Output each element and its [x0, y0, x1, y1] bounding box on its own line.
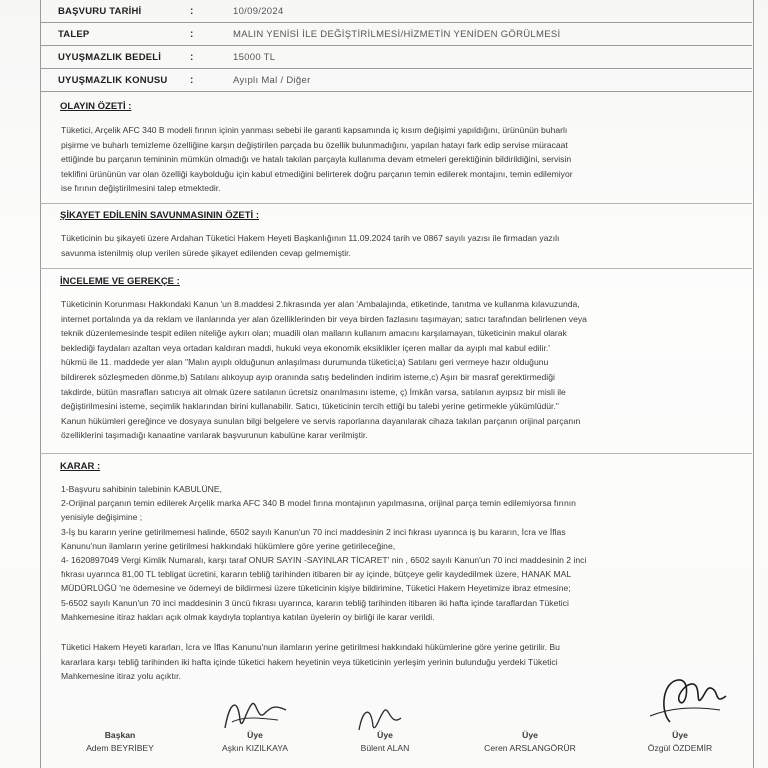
summary-paragraph [61, 123, 725, 196]
header-label: TALEP [58, 28, 90, 40]
paragraph-line: takdirde, bütün masrafları satıcıya ait olmak üzere satılanın ücretsiz onarılmasını isteme, ç) İmkân varsa, satılanın ayıpsız bir misli ile [61, 386, 566, 397]
header-row-amount [40, 46, 752, 69]
header-value: 10/09/2024 [233, 5, 284, 17]
signature-member-3 [465, 730, 595, 753]
signature-role: Üye [522, 730, 538, 740]
paragraph-line: beklediği faydaları azaltan veya ortadan kaldıran maddi, hukuki veya ekonomik eksiklikler içeren mallar da ayıplı mal kabul edilir.' [61, 342, 550, 353]
section-title-review: İNCELEME VE GEREKÇE : [60, 276, 180, 287]
closing-paragraph [61, 640, 725, 684]
paragraph-line: fıkrası uyarınca 81,00 TL tebligat ücretini, kararın tebliğ tarihinden itibaren bir ay içinde, bütçeye gelir kaydedilmek üzere, HANAK MAL [61, 569, 572, 580]
paragraph-line: özelliklerini taşımadığı kanaatine varılarak başvurunun kabulüne karar verilmiştir. [61, 430, 368, 441]
paragraph-line: 4- 1620897049 Vergi Kimlik Numaralı, karşı taraf ONUR SAYIN -SAYINLAR TİCARET' nin , 6502 sayılı Kanun'un 70 inci maddesinin 2 inci [61, 555, 587, 566]
paragraph-line: Tüketici Hakem Heyeti kararları, İcra ve İflas Kanunu'nun ilamların yerine getirilmesi hakkındaki hükümlerine göre yerine getirilir. Bu [61, 642, 560, 652]
paragraph-line: hükmü ile 11. maddede yer alan "Malın ayıplı olduğunun anlaşılması durumunda tüketici;a) Satılanı geri vermeye hazır olduğunu [61, 357, 549, 368]
header-row-date [40, 0, 752, 23]
signature-role: Üye [672, 730, 688, 740]
paragraph-line: MÜDÜRLÜĞÜ 'ne ödemesine ve ödemeyi de bildirmesi üzere tüketicinin kişiye bildirimine, Tüketici Hakem Heyetimize ibraz etmesine; [61, 583, 571, 594]
header-colon: : [190, 5, 194, 17]
header-label: UYUŞMAZLIK KONUSU [58, 74, 168, 86]
paragraph-line: Mahkemesine itiraz hakları açık olmak kaydıyla toplantıya katılan üyelerin oy birliği ile karar verildi. [61, 611, 435, 622]
signature-mark-ozgul [640, 672, 730, 727]
section-title-summary: OLAYIN ÖZETİ : [60, 101, 132, 112]
paragraph-line: ettiğinde bu parçanın temininin mümkün olmadığı ve hatalı takılan parçayla kullanıma devam etmeleri gerektiğinin bildirildiğini, servisin [61, 154, 572, 165]
paragraph-line: 3-İş bu kararın yerine getirilmemesi halinde, 6502 sayılı Kanun'un 70 inci maddesinin 2 inci fıkrası uyarınca iş bu kararın, İcra ve İflas [61, 526, 566, 537]
paragraph-line: savunma istenilmiş olup verilen sürede şikayet edilenden cevap gelmemiştir. [61, 247, 351, 258]
paragraph-line: bildirerek sözleşmeden dönme,b) Satılanı alıkoyup ayıp oranında satış bedelinden indirim isteme,c) Aşırı bir masraf gerektirmediği [61, 371, 555, 382]
paragraph-line: 1-Başvuru sahibinin talebinin KABULÜNE, [61, 484, 222, 494]
signature-role: Üye [247, 730, 263, 740]
paragraph-line: 5-6502 sayılı Kanun'un 70 inci maddesinin 3 üncü fıkrası uyarınca, kararın tebliğ tarihinden itibaren iki hafta içinde taraflardan Tüketici [61, 597, 569, 608]
signature-name: Ceren ARSLANGÖRÜR [484, 743, 576, 753]
paragraph-line: pişirme ve buharlı temizleme özelliğine karşın değiştirilen parçada bu özellik bulunmadığını, yapılan hatayı fark edip servise müracaat [61, 139, 568, 150]
section-divider [40, 268, 752, 269]
header-colon: : [190, 74, 194, 86]
review-paragraph [61, 297, 725, 443]
paragraph-line: Tüketici, Arçelik AFC 340 B modeli fırının içinin yanması sebebi ile garanti kapsamında iç kısım değişimi yapıldığını, ürününün buharlı [61, 125, 568, 135]
header-row-subject [40, 69, 752, 92]
header-colon: : [190, 51, 194, 63]
header-label: BAŞVURU TARİHİ [58, 5, 142, 17]
header-value: 15000 TL [233, 51, 276, 63]
section-divider [40, 203, 752, 204]
section-divider [40, 453, 752, 454]
paragraph-line: Tüketicinin Korunması Hakkındaki Kanun 'un 8.maddesi 2.fıkrasında yer alan 'Ambalajında, etiketinde, tanıtma ve kullanma kılavuzunda, [61, 299, 580, 309]
paragraph-line: yenisiyle değişimine ; [61, 512, 143, 523]
signature-mark-askin [220, 690, 290, 735]
signature-name: Özgül ÖZDEMİR [647, 743, 713, 753]
section-title-defense: ŞİKAYET EDİLENİN SAVUNMASININ ÖZETİ : [60, 210, 259, 221]
paragraph-line: değiştirilmesini isteme, seçimlik haklarından birini kullanabilir. Satıcı, tüketicinin tercih ettiği bu talebi yerine getirmekle yükümlüdür." [61, 401, 559, 412]
header-table [40, 0, 752, 92]
paragraph-line: kararlara karşı tebliğ tarihinden iki hafta içinde tüketici hakem heyetinin veya tüketicinin yerleşim yerinin bulunduğu yerdeki Tüketici [61, 656, 558, 667]
decision-paragraph [61, 482, 725, 624]
paragraph-line: teknik düzenlemesinde tespit edilen niteliğe aykırı olan; muadili olan malların kullanım amacını karşılamayan, tüketicinin makul olarak [61, 328, 567, 339]
signature-name: Bülent ALAN [360, 743, 410, 753]
header-label: UYUŞMAZLIK BEDELİ [58, 51, 162, 63]
signature-president [70, 730, 170, 753]
header-value: MALIN YENİSİ İLE DEĞİŞTİRİLMESİ/HİZMETİN YENİDEN GÖRÜLMESİ [233, 28, 561, 40]
header-colon: : [190, 28, 194, 40]
paragraph-line: Tüketicinin bu şikayeti üzere Ardahan Tüketici Hakem Heyeti Başkanlığının 11.09.2024 tarih ve 0867 sayılı yazısı ile firmadan yazılı [61, 233, 560, 243]
signature-role: Başkan [104, 730, 136, 740]
defense-paragraph [61, 231, 725, 260]
header-value: Ayıplı Mal / Diğer [233, 74, 311, 86]
signature-name: Adem BEYRİBEY [86, 743, 154, 753]
paragraph-line: internet portalında ya da reklam ve ilanlarında yer alan özelliklerinden bir veya birden fazlasını taşımayan; satıcı tarafından belirlenen veya [61, 313, 587, 324]
header-row-request [40, 23, 752, 46]
paragraph-line: teklifini ürününün var olan özelliği kaybolduğu için kabul etmediğini belirterek doğru parçanın temin edilerek montajını, temin edilemiyor [61, 168, 573, 179]
paragraph-line: Kanunu'nun ilamların yerine getirilmesi hakkındaki hükümlere göre yerine getirileceğine, [61, 540, 396, 551]
signature-member-1 [195, 730, 315, 753]
paragraph-line: Mahkemesine itiraz yolu açıktır. [61, 671, 181, 682]
paragraph-line: ise fırının değiştirilmesini talep etmektedir. [61, 183, 221, 194]
signature-name: Aşkın KIZILKAYA [221, 743, 289, 753]
signature-role: Üye [377, 730, 393, 740]
paragraph-line: Kanun hükümleri gereğince ve dosyaya sunulan bilgi belgelere ve servis raporlarına dayanılarak cihaza takılan parçanın orijinal parçanın [61, 415, 581, 426]
signature-member-4 [615, 730, 745, 753]
section-title-decision: KARAR : [60, 461, 101, 472]
signature-member-2 [330, 730, 440, 753]
paragraph-line: 2-Orijinal parçanın temin edilerek Arçelik marka AFC 340 B model fırına montajının yapılmasına, orijinal parça temin edilemiyorsa fırının [61, 498, 576, 509]
